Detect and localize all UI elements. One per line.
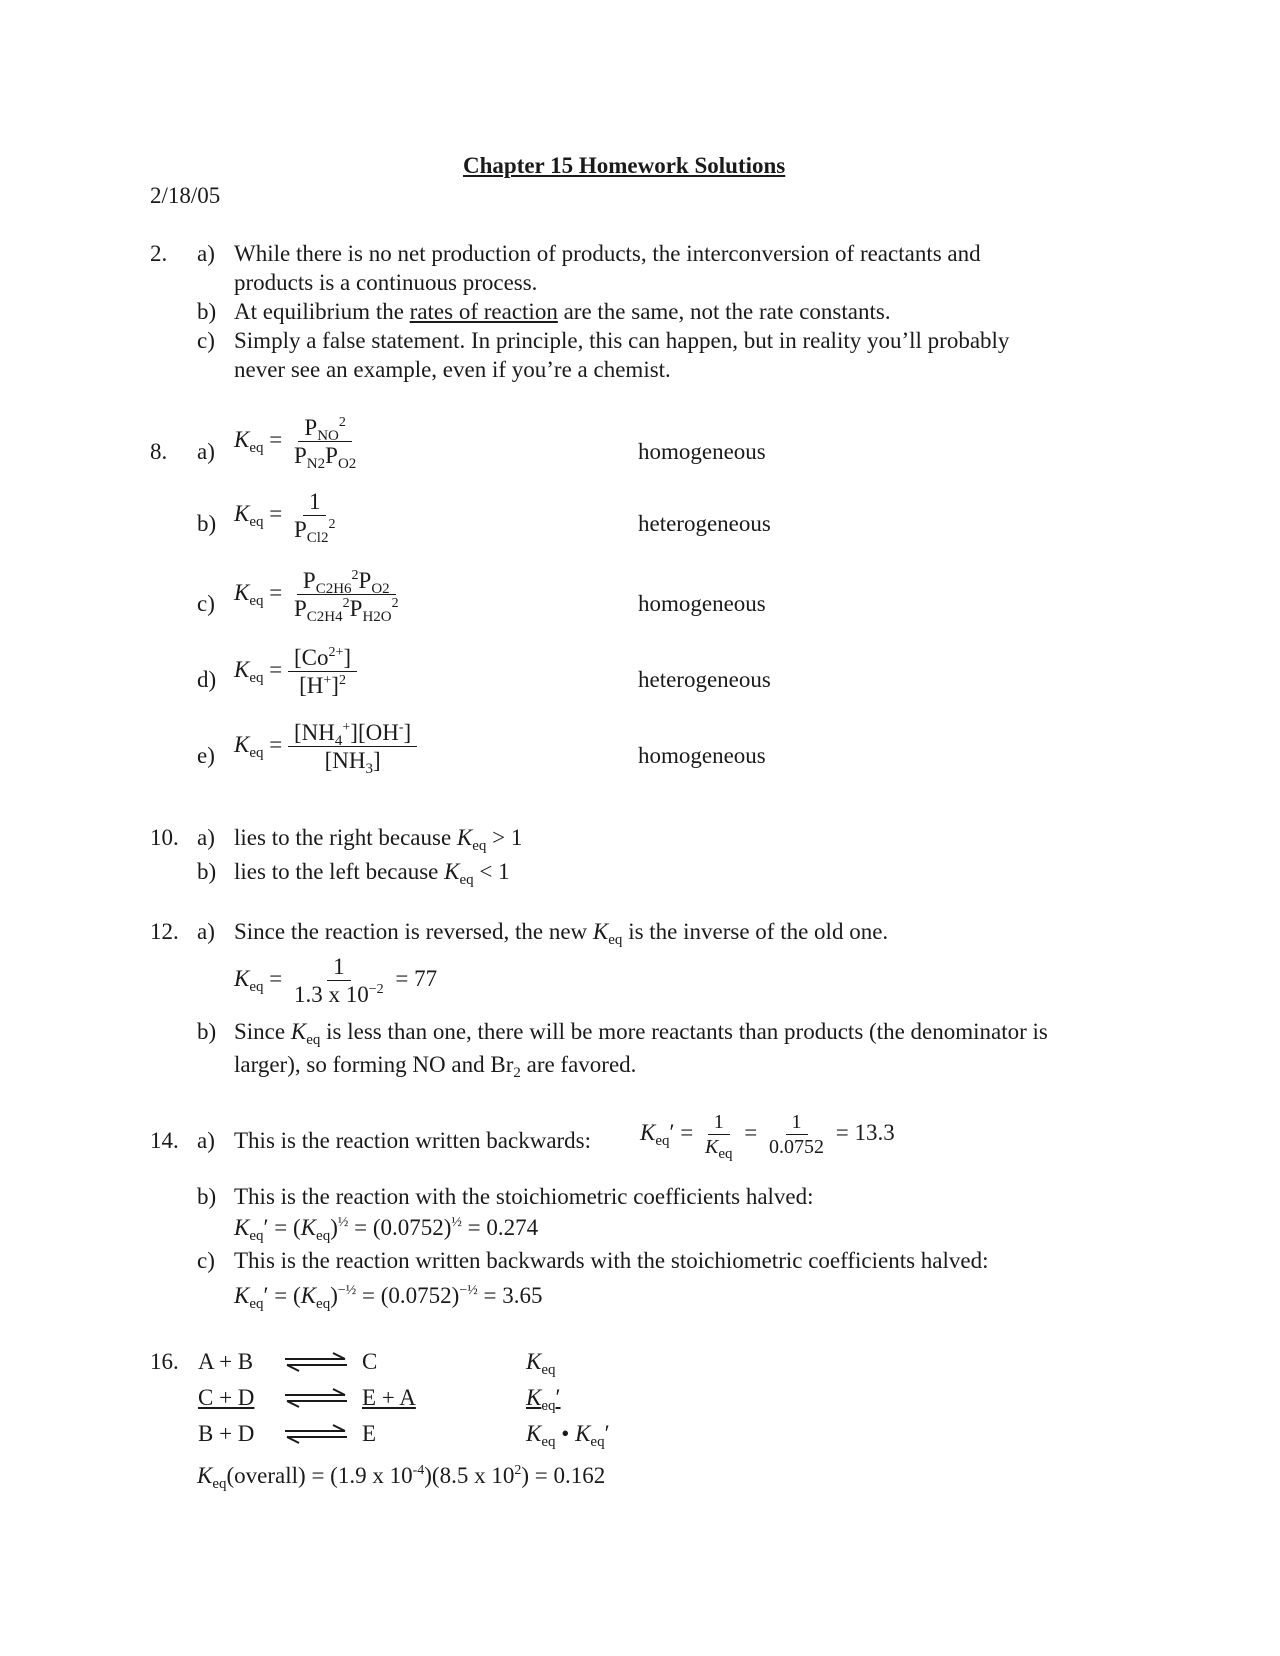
keq-expression: $K_{eq}$ = $\frac{P_{NO}^2}{P_{N2}P_{O2}}$ <box>234 416 362 467</box>
part-label: a) <box>197 825 215 850</box>
part-label: b) <box>197 1184 217 1209</box>
keq-expression: $K_{eq}$ = $\frac{[NH_4^+][OH^-]}{[NH_3]}$ <box>234 721 417 772</box>
reaction-products: C <box>362 1349 378 1374</box>
fraction: $\frac{1}{0.0752}$ <box>769 1111 825 1158</box>
part-label: a) <box>197 241 215 266</box>
overall-keq: $K_{eq}(overall) = (1.9$ x $10^{-4})(8.5$ x $10^2) = 0.162$ <box>197 1463 606 1492</box>
answer-text: Simply a false statement. In principle, this can happen, but in reality you’ll probably <box>234 328 1010 353</box>
problem-number: 10. <box>150 825 179 850</box>
fraction: $\frac{1}{1.3 x 10^{-2}}$ <box>294 954 384 1007</box>
answer-text: While there is no net production of products, the interconversion of reactants and <box>234 241 981 266</box>
part-label: c) <box>197 1248 215 1273</box>
mixture-type: homogeneous <box>638 439 766 464</box>
reaction-products: E <box>362 1421 377 1446</box>
reaction-constant: $K_{eq}'$ <box>526 1385 561 1414</box>
answer-text: Since the reaction is reversed, the new $K_{eq}$ is the inverse of the old one. <box>234 919 889 948</box>
part-label: c) <box>197 591 215 616</box>
keq-expression: $K_{eq}$ = $\frac{P_{C2H6}^2P_{O2}}{P_{C2H4}^2P_{H2O}^2}$ <box>234 569 405 620</box>
part-label: b) <box>197 859 217 884</box>
mixture-type: homogeneous <box>638 743 766 768</box>
part-label: b) <box>197 299 217 324</box>
answer-text: This is the reaction with the stoichiometric coefficients halved: <box>234 1184 814 1209</box>
problem-number: 8. <box>150 439 168 464</box>
equilibrium-arrow-icon <box>283 1424 349 1444</box>
answer-text: larger), so forming NO and $Br_2$ are favored. <box>234 1052 637 1081</box>
answer-text: This is the reaction written backwards with the stoichiometric coefficients halved: <box>234 1248 989 1273</box>
reaction-products: E + A <box>362 1385 416 1410</box>
answer-text: This is the reaction written backwards: <box>234 1128 592 1153</box>
reaction-reactants: B + D <box>198 1421 255 1446</box>
mixture-type: homogeneous <box>638 591 766 616</box>
answer-text: lies to the right because $K_{eq} > 1$ <box>234 825 523 854</box>
fraction: $\frac{[Co^{2+}]}{[H^+]^2}$ <box>288 646 357 697</box>
reaction-constant: $K_{eq}$ • $K_{eq}'$ <box>526 1421 610 1450</box>
part-label: b) <box>197 511 217 536</box>
answer-text: never see an example, even if you’re a chemist. <box>234 357 671 382</box>
fraction: $\frac{P_{NO}^2}{P_{N2}P_{O2}}$ <box>294 415 357 472</box>
problem-number: 14. <box>150 1128 179 1153</box>
mixture-type: heterogeneous <box>638 667 771 692</box>
fraction: $\frac{1}{K_{eq}}$ <box>705 1111 733 1162</box>
reaction-reactants: C + D <box>198 1385 255 1410</box>
date: 2/18/05 <box>150 183 221 208</box>
keq-expression: $K_{eq}' = (K_{eq})^{-\frac{1}{2}} = (0.0752)^{-\frac{1}{2}} = 3.65$ <box>234 1283 543 1312</box>
problem-number: 2. <box>150 241 168 266</box>
problem-number: 12. <box>150 919 179 944</box>
answer-text: lies to the left because $K_{eq} < 1$ <box>234 859 510 888</box>
keq-expression: $K_{eq}$ = $\frac{[Co^{2+}]}{[H^+]^2}$ <box>234 646 357 697</box>
part-label: c) <box>197 328 215 353</box>
part-label: a) <box>197 919 215 944</box>
part-label: a) <box>197 1128 215 1153</box>
reaction-constant: $K_{eq}$ <box>526 1349 556 1378</box>
keq-expression: $K_{eq}'$ = $\frac{1}{K_{eq}}$ = $\frac{1}{0.0752}$ = 13.3 <box>640 1111 895 1162</box>
equilibrium-arrow-icon <box>283 1352 349 1372</box>
part-label: b) <box>197 1019 217 1044</box>
part-label: e) <box>197 743 215 768</box>
reaction-reactants: A + B <box>198 1349 254 1374</box>
fraction: $\frac{1}{P_{Cl2}^2}$ <box>294 489 336 546</box>
fraction: $\frac{[NH_4^+][OH^-]}{[NH_3]}$ <box>288 721 417 772</box>
part-label: d) <box>197 667 217 692</box>
answer-text: Since $K_{eq}$ is less than one, there will be more reactants than products (the denominator is <box>234 1019 1048 1048</box>
answer-text: At equilibrium the rates of reaction are the same, not the rate constants. <box>234 299 891 324</box>
fraction: $\frac{P_{C2H6}^2P_{O2}}{P_{C2H4}^2P_{H2O}^2}$ <box>294 568 399 625</box>
problem-number: 16. <box>150 1349 179 1374</box>
keq-expression: $K_{eq}$ = $\frac{1}{P_{Cl2}^2}$ <box>234 490 341 541</box>
page-title: Chapter 15 Homework Solutions <box>463 153 786 178</box>
part-label: a) <box>197 439 215 464</box>
keq-expression: $K_{eq}' = (K_{eq})^{\frac{1}{2}} = (0.0752)^{\frac{1}{2}} = 0.274$ <box>234 1215 539 1244</box>
answer-text: products is a continuous process. <box>234 270 538 295</box>
mixture-type: heterogeneous <box>638 511 771 536</box>
keq-expression: $K_{eq}$ = $\frac{1}{1.3 x 10^{-2}}$ = 77 <box>234 954 438 1007</box>
equilibrium-arrow-icon <box>283 1388 349 1408</box>
